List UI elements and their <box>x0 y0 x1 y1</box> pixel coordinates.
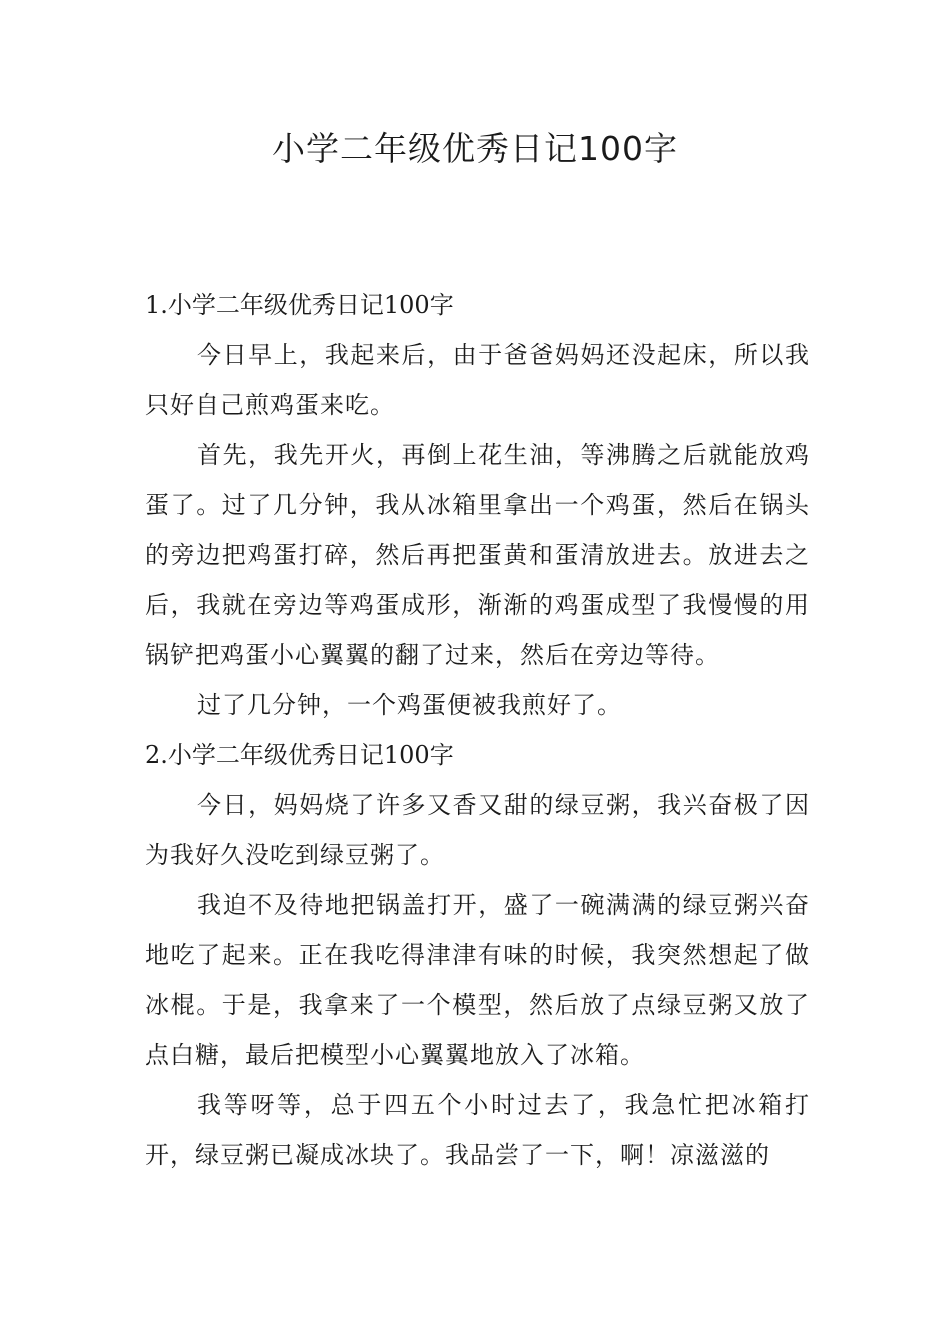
diary-section-2 <box>145 730 810 1180</box>
paragraph: 今日，妈妈烧了许多又香又甜的绿豆粥，我兴奋极了因为我好久没吃到绿豆粥了。 <box>145 791 810 869</box>
paragraph: 首先，我先开火，再倒上花生油，等沸腾之后就能放鸡蛋了。过了几分钟，我从冰箱里拿出一个鸡蛋，然后在锅头的旁边把鸡蛋打碎，然后再把蛋黄和蛋清放进去。放进去之后，我就在旁边等鸡蛋成形，渐渐的鸡蛋成型了我慢慢的用锅铲把鸡蛋小心翼翼的翻了过来，然后在旁边等待。 <box>145 441 810 669</box>
paragraph: 我迫不及待地把锅盖打开，盛了一碗满满的绿豆粥兴奋地吃了起来。正在我吃得津津有味的时候，我突然想起了做冰棍。于是，我拿来了一个模型，然后放了点绿豆粥又放了点白糖，最后把模型小心翼翼地放入了冰箱。 <box>145 891 810 1069</box>
paragraph: 今日早上，我起来后，由于爸爸妈妈还没起床，所以我只好自己煎鸡蛋来吃。 <box>145 341 810 419</box>
paragraph: 过了几分钟，一个鸡蛋便被我煎好了。 <box>197 691 622 719</box>
document-body <box>145 280 810 1180</box>
document-title: 小学二年级优秀日记100字 <box>272 129 678 168</box>
paragraph: 我等呀等，总于四五个小时过去了，我急忙把冰箱打开，绿豆粥已凝成冰块了。我品尝了一下，啊！凉滋滋的 <box>145 1091 810 1169</box>
section-heading: 2.小学二年级优秀日记100字 <box>145 741 454 769</box>
section-heading: 1.小学二年级优秀日记100字 <box>145 291 454 319</box>
diary-section-1 <box>145 280 810 730</box>
